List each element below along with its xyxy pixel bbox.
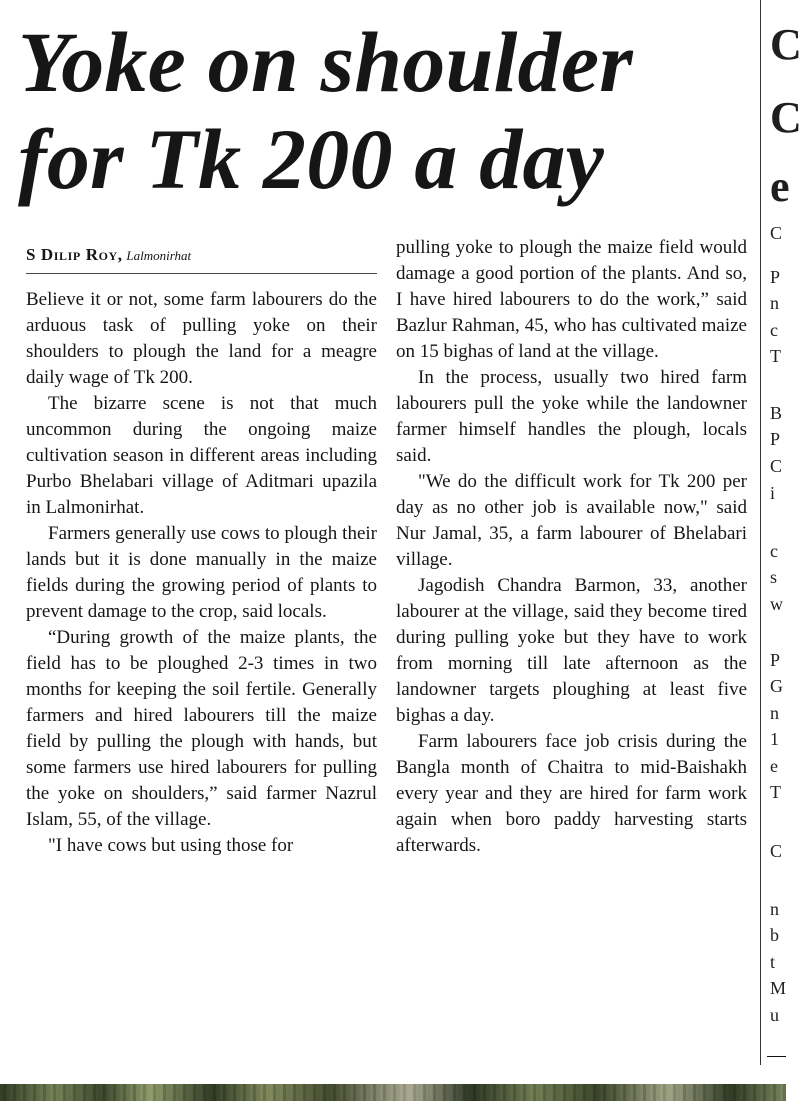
middle-paragraph-5: Farm labourers face job crisis during the Bangla month of Chaitra to mid-Baishakh every year and they are hired for farm work again when boro paddy harvesting starts afterwards.	[396, 731, 747, 856]
byline-author: S Dilip Roy,	[26, 245, 123, 264]
left-paragraph-5: "I have cows but using those for	[48, 835, 294, 856]
fragment-letter-16: 1	[770, 729, 779, 749]
fragment-letter-21: b	[770, 925, 779, 945]
fragment-large-letter-3: e	[770, 162, 790, 211]
fragment-letter-9: i	[770, 483, 776, 503]
fragment-letter-18: T	[770, 782, 781, 802]
left-paragraph-3: Farmers generally use cows to plough their lands but it is done manually in the maize fields during the growing period of plants to prevent damage to the crop, said locals.	[26, 523, 377, 622]
adjacent-article-fragment	[767, 0, 802, 1083]
left-paragraph-1: Believe it or not, some farm labourers do the arduous task of pulling yoke on their shoulders to plough the land for a meagre daily wage of Tk 200.	[26, 289, 377, 388]
middle-paragraph-2: In the process, usually two hired farm labourers pull the yoke while the landowner farmer himself handles the plough, locals said.	[396, 367, 747, 466]
fragment-letter-15: n	[770, 703, 779, 723]
fragment-letter-14: G	[770, 676, 783, 696]
middle-paragraph-4: Jagodish Chandra Barmon, 33, another labourer at the village, said they become tired during pulling yoke but they have to work from morning till late afternoon as the landowner targets ploughing at least five bighas a day.	[396, 575, 747, 726]
left-paragraph-2: The bizarre scene is not that much uncommon during the ongoing maize cultivation season in different areas including Purbo Bhelabari village of Aditmari upazila in Lalmonirhat.	[26, 393, 377, 518]
article-column-middle	[396, 235, 747, 859]
left-paragraph-4: “During growth of the maize plants, the field has to be ploughed 2-3 times in two months for keeping the soil fertile. Generally farmers and hired labourers till the maize field by pulling the plough with hands, but some farmers use hired labourers for pulling the yoke on shoulders,” said farmer Nazrul Islam, 55, of the village.	[26, 627, 377, 830]
fragment-letter-19: C	[770, 841, 783, 861]
fragment-letter-22: t	[770, 952, 776, 972]
fragment-letter-23: M	[770, 978, 787, 998]
byline-divider	[26, 273, 377, 274]
fragment-letter-6: B	[770, 403, 783, 423]
fragment-letter-5: T	[770, 346, 781, 366]
fragment-letter-7: P	[770, 429, 781, 449]
fragment-letter-3: n	[770, 293, 779, 313]
fragment-letter-24: u	[770, 1005, 779, 1025]
byline-location: Lalmonirhat	[126, 248, 192, 263]
fragment-letter-2: P	[770, 267, 781, 287]
headline-line-2: for Tk 200 a day	[18, 111, 605, 207]
article-byline	[26, 245, 377, 266]
fragment-letter-11: s	[770, 567, 778, 587]
fragment-letter-20: n	[770, 899, 779, 919]
fragment-large-letter-1: C	[770, 20, 802, 69]
fragment-letter-10: c	[770, 541, 778, 561]
article-column-left	[26, 287, 377, 859]
fragment-letter-12: w	[770, 594, 783, 614]
column-divider	[760, 0, 761, 1065]
headline-line-1: Yoke on shoulder	[18, 14, 633, 110]
fragment-letter-17: e	[770, 756, 778, 776]
fragment-large-letter-2: C	[770, 93, 802, 142]
fragment-letter-1: C	[770, 223, 783, 243]
article-headline	[18, 14, 760, 208]
fragment-letter-4: c	[770, 320, 778, 340]
adjacent-article-divider	[767, 1056, 786, 1057]
fragment-letter-8: C	[770, 456, 783, 476]
fragment-letter-13: P	[770, 650, 781, 670]
article-photo	[0, 1084, 786, 1101]
middle-paragraph-3: "We do the difficult work for Tk 200 per day as no other job is available now," said Nur Jamal, 35, a farm labourer of Bhelabari village.	[396, 471, 747, 570]
middle-paragraph-1: pulling yoke to plough the maize field would damage a good portion of the plants. And so, I have hired labourers to do the work,” said Bazlur Rahman, 45, who has cultivated maize on 15 bighas of land at the village.	[396, 237, 747, 362]
